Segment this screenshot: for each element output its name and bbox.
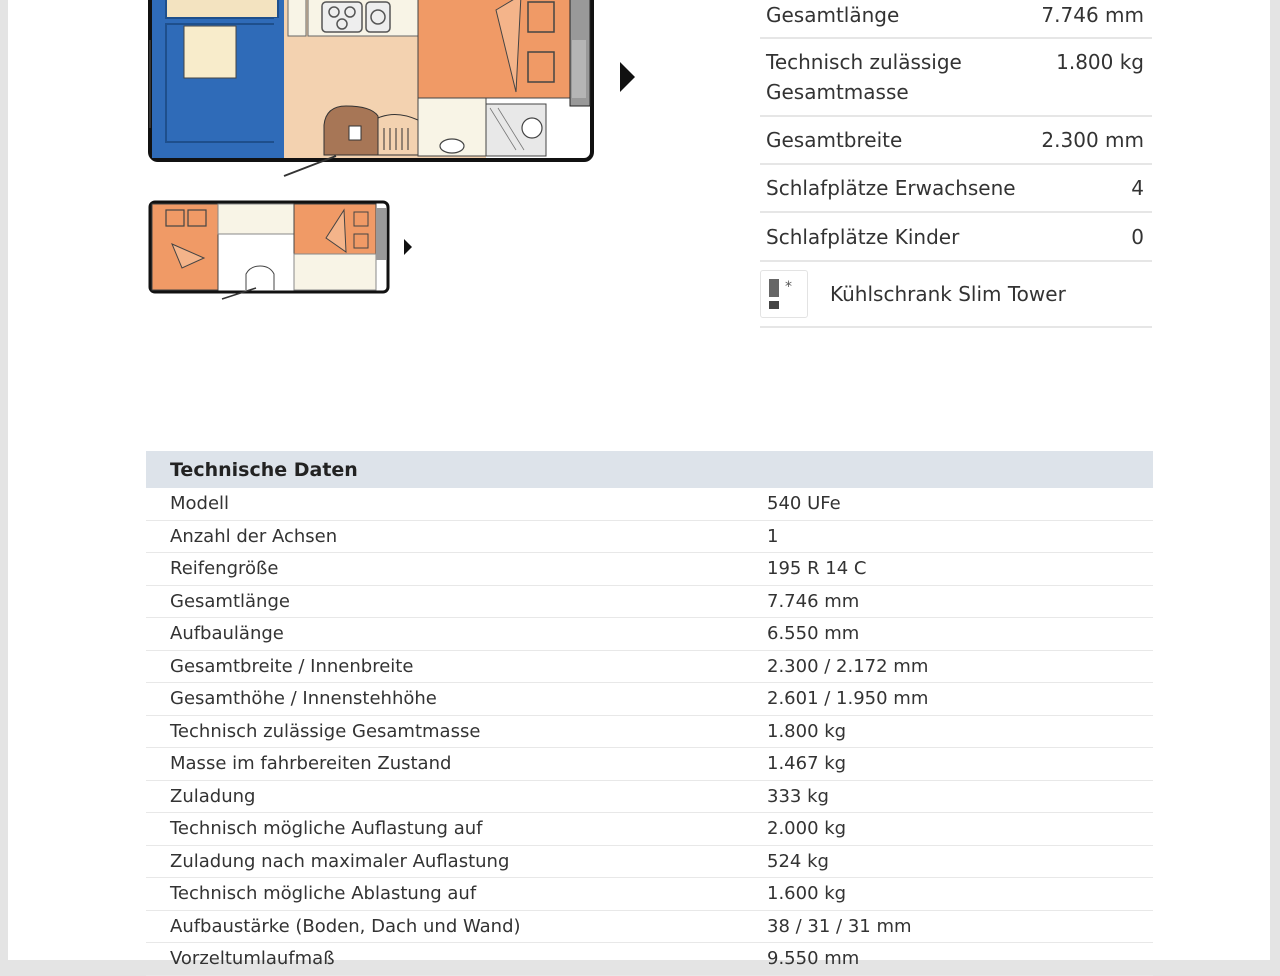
spec-label-line: Technisch zulässige [766,50,962,74]
table-row [146,586,1153,619]
spec-value: 1.800 kg [1056,50,1144,74]
row-value: 38 / 31 / 31 mm [767,915,912,937]
row-label: Zuladung nach maximaler Auflastung [170,850,510,872]
seating-table [184,26,236,78]
spec-row [760,213,1152,262]
row-label: Technisch zulässige Gesamtmasse [170,720,481,742]
bed-area [152,204,218,290]
page [8,0,1270,970]
spec-value: 7.746 mm [1041,3,1144,27]
svg-text:*: * [785,279,792,295]
spec-label: Gesamtlänge [766,3,900,27]
feature-label: Kühlschrank Slim Tower [830,282,1066,306]
pillow [528,2,554,32]
fridge-plan-icon [349,126,361,140]
spec-value: 2.300 mm [1041,128,1144,152]
table-row [146,781,1153,814]
row-value: 524 kg [767,850,829,872]
row-label: Technisch mögliche Ablastung auf [170,883,477,905]
table-row [146,813,1153,846]
table-row [146,651,1153,684]
row-label: Vorzeltumlaufmaß [170,948,335,970]
table-row [146,488,1153,521]
row-label: Gesamtbreite / Innenbreite [170,655,414,677]
spec-label: Schlafplätze Erwachsene [766,176,1016,200]
floor-plan-night[interactable] [146,198,396,300]
driving-direction-arrow-icon [620,62,635,92]
spec-label: Schlafplätze Kinder [766,225,960,249]
spec-value: 0 [1131,225,1144,249]
pillow [528,52,554,82]
table-row [146,521,1153,554]
row-label: Reifengröße [170,558,279,580]
row-value: 195 R 14 C [767,558,867,580]
floor-plan-day[interactable] [146,0,598,180]
table-row [146,683,1153,716]
table-row [146,846,1153,879]
row-value: 540 UFe [767,493,841,515]
spec-value: 4 [1131,176,1144,200]
row-value: 1.800 kg [767,720,847,742]
driving-direction-arrow-icon [404,239,412,255]
row-label: Aufbaustärke (Boden, Dach und Wand) [170,915,521,937]
spec-row [760,0,1152,39]
row-value: 9.550 mm [767,948,860,970]
table-row [146,553,1153,586]
spec-label-line: Gesamtmasse [766,80,909,104]
table-row [146,943,1153,976]
row-label: Gesamthöhe / Innenstehhöhe [170,688,437,710]
row-value: 6.550 mm [767,623,860,645]
table-header: Technische Daten [146,451,1153,488]
washbasin-icon [522,118,542,138]
row-value: 2.300 / 2.172 mm [767,655,929,677]
sink-icon [366,2,390,32]
row-value: 1 [767,525,779,547]
table-row [146,911,1153,944]
spec-label [766,47,962,107]
row-label: Aufbaulänge [170,623,284,645]
row-label: Gesamtlänge [170,590,290,612]
table-row [146,878,1153,911]
feature-row [760,262,1152,328]
rear-storage [376,208,386,260]
row-value: 1.467 kg [767,753,847,775]
spec-row [760,117,1152,165]
table-row [146,716,1153,749]
row-value: 2.000 kg [767,818,847,840]
stove-icon [322,2,362,32]
key-specs [760,0,1152,328]
toilet-icon [440,139,464,153]
row-label: Technisch mögliche Auflastung auf [170,818,483,840]
row-value: 1.600 kg [767,883,847,905]
spec-label: Gesamtbreite [766,128,903,152]
table-row [146,748,1153,781]
row-label: Zuladung [170,785,256,807]
spec-row [760,39,1152,117]
row-value: 7.746 mm [767,590,860,612]
technical-data-table [146,451,1153,976]
table-row [146,618,1153,651]
fridge-icon [760,270,808,318]
row-value: 2.601 / 1.950 mm [767,688,929,710]
spec-row [760,165,1152,213]
row-label: Anzahl der Achsen [170,525,338,547]
row-label: Modell [170,493,230,515]
row-value: 333 kg [767,785,829,807]
row-label: Masse im fahrbereiten Zustand [170,753,452,775]
seating-cushion-back [166,0,278,18]
